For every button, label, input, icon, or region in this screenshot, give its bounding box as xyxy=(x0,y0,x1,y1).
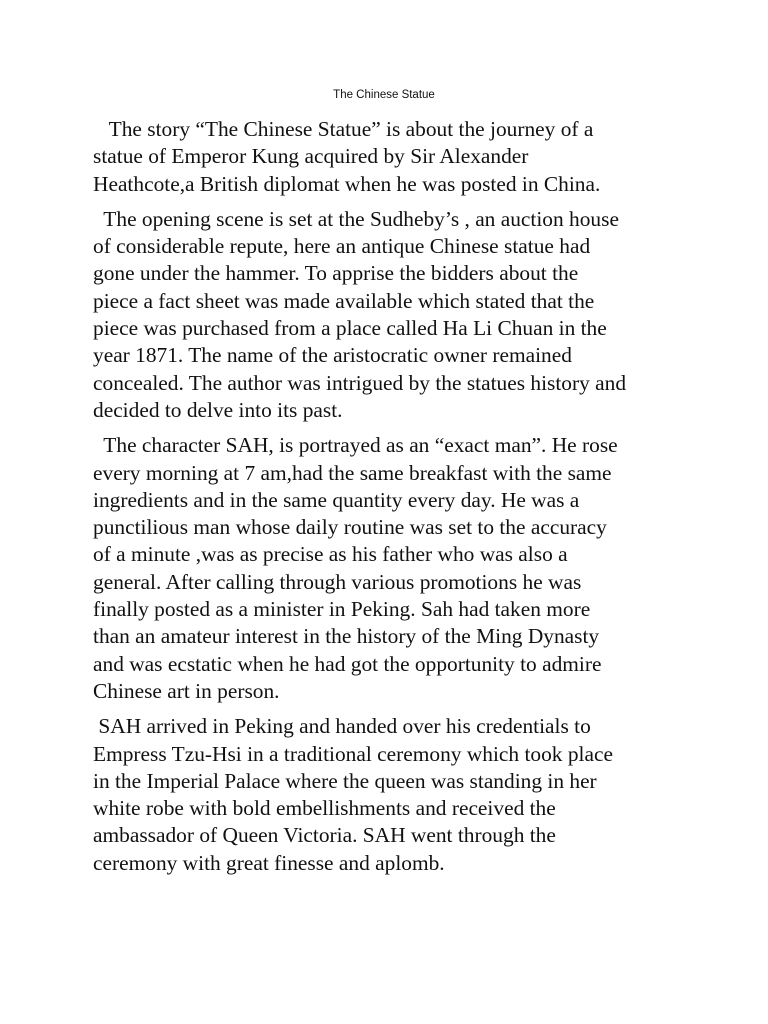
text-line: every morning at 7 am,had the same breakfast with the same xyxy=(93,460,612,485)
paragraph-2 xyxy=(93,206,689,424)
document-body xyxy=(93,116,689,885)
paragraph-3 xyxy=(93,432,689,705)
text-line: punctilious man whose daily routine was set to the accuracy xyxy=(93,515,607,540)
text-line: year 1871. The name of the aristocratic owner remained xyxy=(93,343,572,368)
text-line: statue of Emperor Kung acquired by Sir Alexander xyxy=(93,144,529,169)
text-line: concealed. The author was intrigued by the statues history and xyxy=(93,370,627,395)
paragraph-1 xyxy=(93,116,689,198)
document-title: The Chinese Statue xyxy=(333,89,435,101)
text-line: white robe with bold embellishments and received the xyxy=(93,796,556,821)
text-line: decided to delve into its past. xyxy=(93,397,343,422)
text-line: ambassador of Queen Victoria. SAH went through the xyxy=(93,823,556,848)
text-line: Empress Tzu-Hsi in a traditional ceremony which took place xyxy=(93,741,613,766)
text-line: of considerable repute, here an antique Chinese statue had xyxy=(93,234,591,259)
text-line: ceremony with great finesse and aplomb. xyxy=(93,850,445,875)
text-line: than an amateur interest in the history of the Ming Dynasty xyxy=(93,624,600,649)
text-line: Chinese art in person. xyxy=(93,678,280,703)
text-line: in the Imperial Palace where the queen was standing in her xyxy=(93,768,597,793)
text-line: general. After calling through various promotions he was xyxy=(93,569,582,594)
text-line: Heathcote,a British diplomat when he was posted in China. xyxy=(93,171,601,196)
text-line: of a minute ,was as precise as his father who was also a xyxy=(93,542,568,567)
text-line: ingredients and in the same quantity every day. He was a xyxy=(93,487,580,512)
text-line: piece a fact sheet was made available which stated that the xyxy=(93,288,595,313)
text-line: The opening scene is set at the Sudheby’s , an auction house xyxy=(93,206,619,231)
text-line: The story “The Chinese Statue” is about the journey of a xyxy=(93,117,594,141)
text-line: finally posted as a minister in Peking. Sah had taken more xyxy=(93,597,591,622)
text-line: and was ecstatic when he had got the opportunity to admire xyxy=(93,651,602,676)
text-line: piece was purchased from a place called Ha Li Chuan in the xyxy=(93,316,607,341)
paragraph-4 xyxy=(93,713,689,877)
text-line: The character SAH, is portrayed as an “exact man”. He rose xyxy=(93,433,618,458)
text-line: SAH arrived in Peking and handed over his credentials to xyxy=(93,714,591,739)
text-line: gone under the hammer. To apprise the bidders about the xyxy=(93,261,579,286)
